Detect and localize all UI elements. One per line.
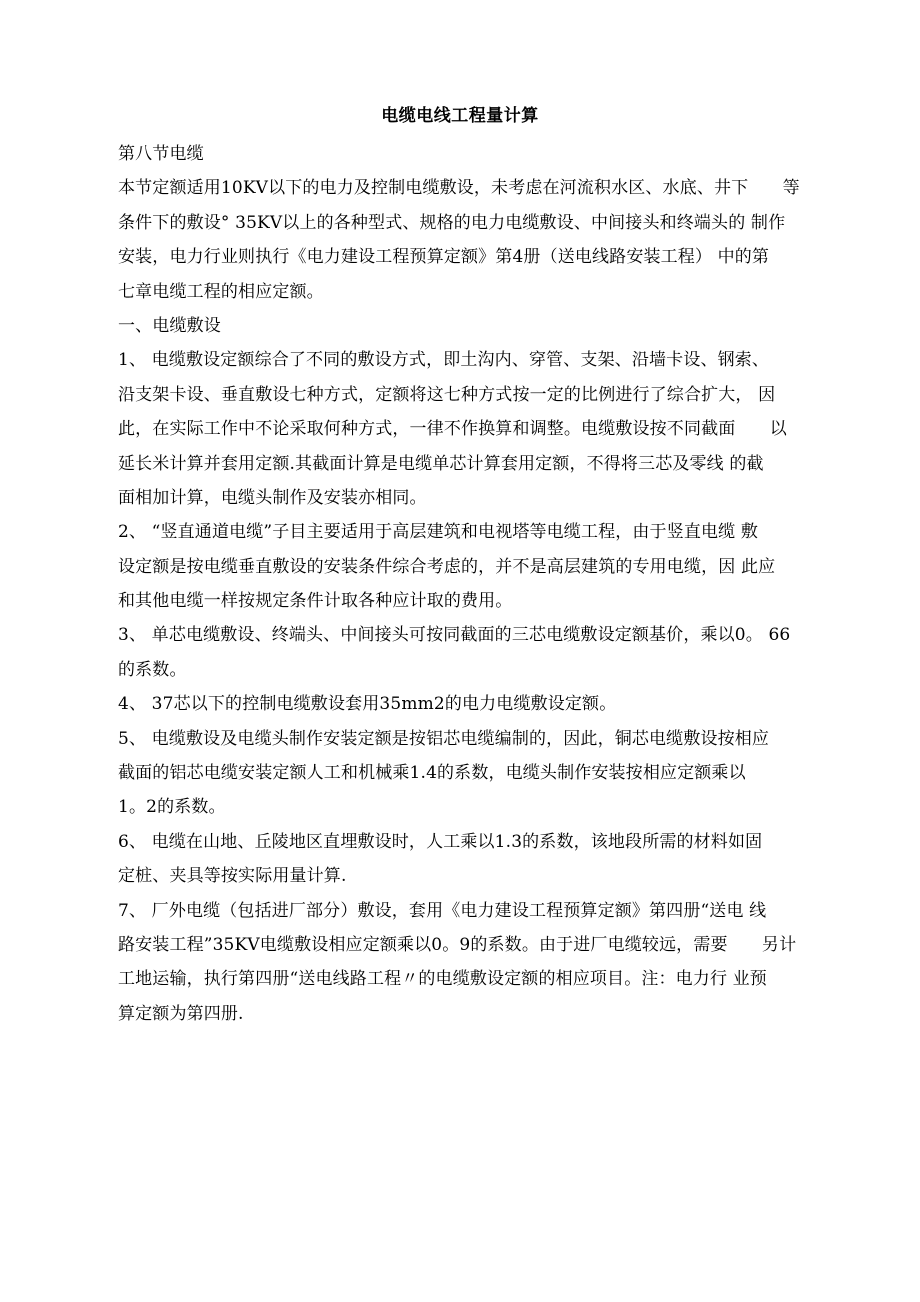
text-line: 7、 厂外电缆（包括进厂部分）敷设，套用《电力建设工程预算定额》第四册“送电 线 xyxy=(118,900,767,921)
text-line: 设定额是按电缆垂直敷设的安装条件综合考虑的，并不是高层建筑的专用电缆，因 此应 xyxy=(118,556,776,577)
section-heading: 第八节电缆 xyxy=(118,144,204,164)
text-line: 5、 电缆敷设及电缆头制作安装定额是按铝芯电缆编制的，因此，铜芯电缆敷设按相应 xyxy=(118,728,770,749)
text-line: 安装，电力行业则执行《电力建设工程预算定额》第4册（送电线路安装工程） 中的第 xyxy=(118,247,770,268)
document-body xyxy=(118,137,828,1031)
text-line: 2、 “竖直通道电缆”子目主要适用于高层建筑和电视塔等电缆工程，由于竖直电缆 敷 xyxy=(118,522,759,543)
text-line: 工地运输，执行第四册“送电线路工程〃的电缆敷设定额的相应项目。注：电力行 业预 xyxy=(118,969,767,990)
text-line: 此，在实际工作中不论采取何种方式，一律不作换算和调整。电缆敷设按不同截面 以 xyxy=(118,419,787,440)
text-line: 条件下的敷设° 35KV以上的各种型式、规格的电力电缆敷设、中间接头和终端头的 制作 xyxy=(118,212,786,233)
text-line: 6、 电缆在山地、丘陵地区直埋敷设时，人工乘以1.3的系数，该地段所需的材料如固 xyxy=(118,831,763,852)
text-line: 1、 电缆敷设定额综合了不同的敷设方式，即土沟内、穿管、支架、沿墙卡设、钢索、 xyxy=(118,350,770,371)
text-line: 算定额为第四册. xyxy=(118,1003,244,1024)
text-line: 的系数。 xyxy=(118,659,187,680)
text-line: 截面的铝芯电缆安装定额人工和机械乘1.4的系数，电缆头制作安装按相应定额乘以 xyxy=(118,763,746,784)
text-line: 沿支架卡设、垂直敷设七种方式，定额将这七种方式按一定的比例进行了综合扩大， 因 xyxy=(118,384,776,405)
subsection-heading: 一、电缆敷设 xyxy=(118,315,221,336)
text-line: 定桩、夹具等按实际用量计算. xyxy=(118,866,347,887)
text-line: 3、 单芯电缆敷设、终端头、中间接头可按同截面的三芯电缆敷设定额基价，乘以0。 66 xyxy=(118,625,791,646)
text-line: 和其他电缆一样按规定条件计取各种应计取的费用。 xyxy=(118,591,513,612)
text-line: 面相加计算，电缆头制作及安装亦相同。 xyxy=(118,487,427,508)
text-line: 七章电缆工程的相应定额。 xyxy=(118,281,324,302)
text-line: 延长米计算并套用定额.其截面计算是电缆单芯计算套用定额，不得将三芯及零线 的截 xyxy=(118,453,764,474)
text-line: 路安装工程”35KV电缆敷设相应定额乘以0。9的系数。由于进厂电缆较远，需要 另计 xyxy=(118,934,797,955)
text-line: 1。2的系数。 xyxy=(118,797,226,818)
text-line: 4、 37芯以下的控制电缆敷设套用35mm2的电力电缆敷设定额。 xyxy=(118,694,617,715)
text-line: 本节定额适用10KV以下的电力及控制电缆敷设，未考虑在河流积水区、水底、井下 等 xyxy=(118,178,800,199)
document-title: 电缆电线工程量计算 xyxy=(381,106,539,126)
